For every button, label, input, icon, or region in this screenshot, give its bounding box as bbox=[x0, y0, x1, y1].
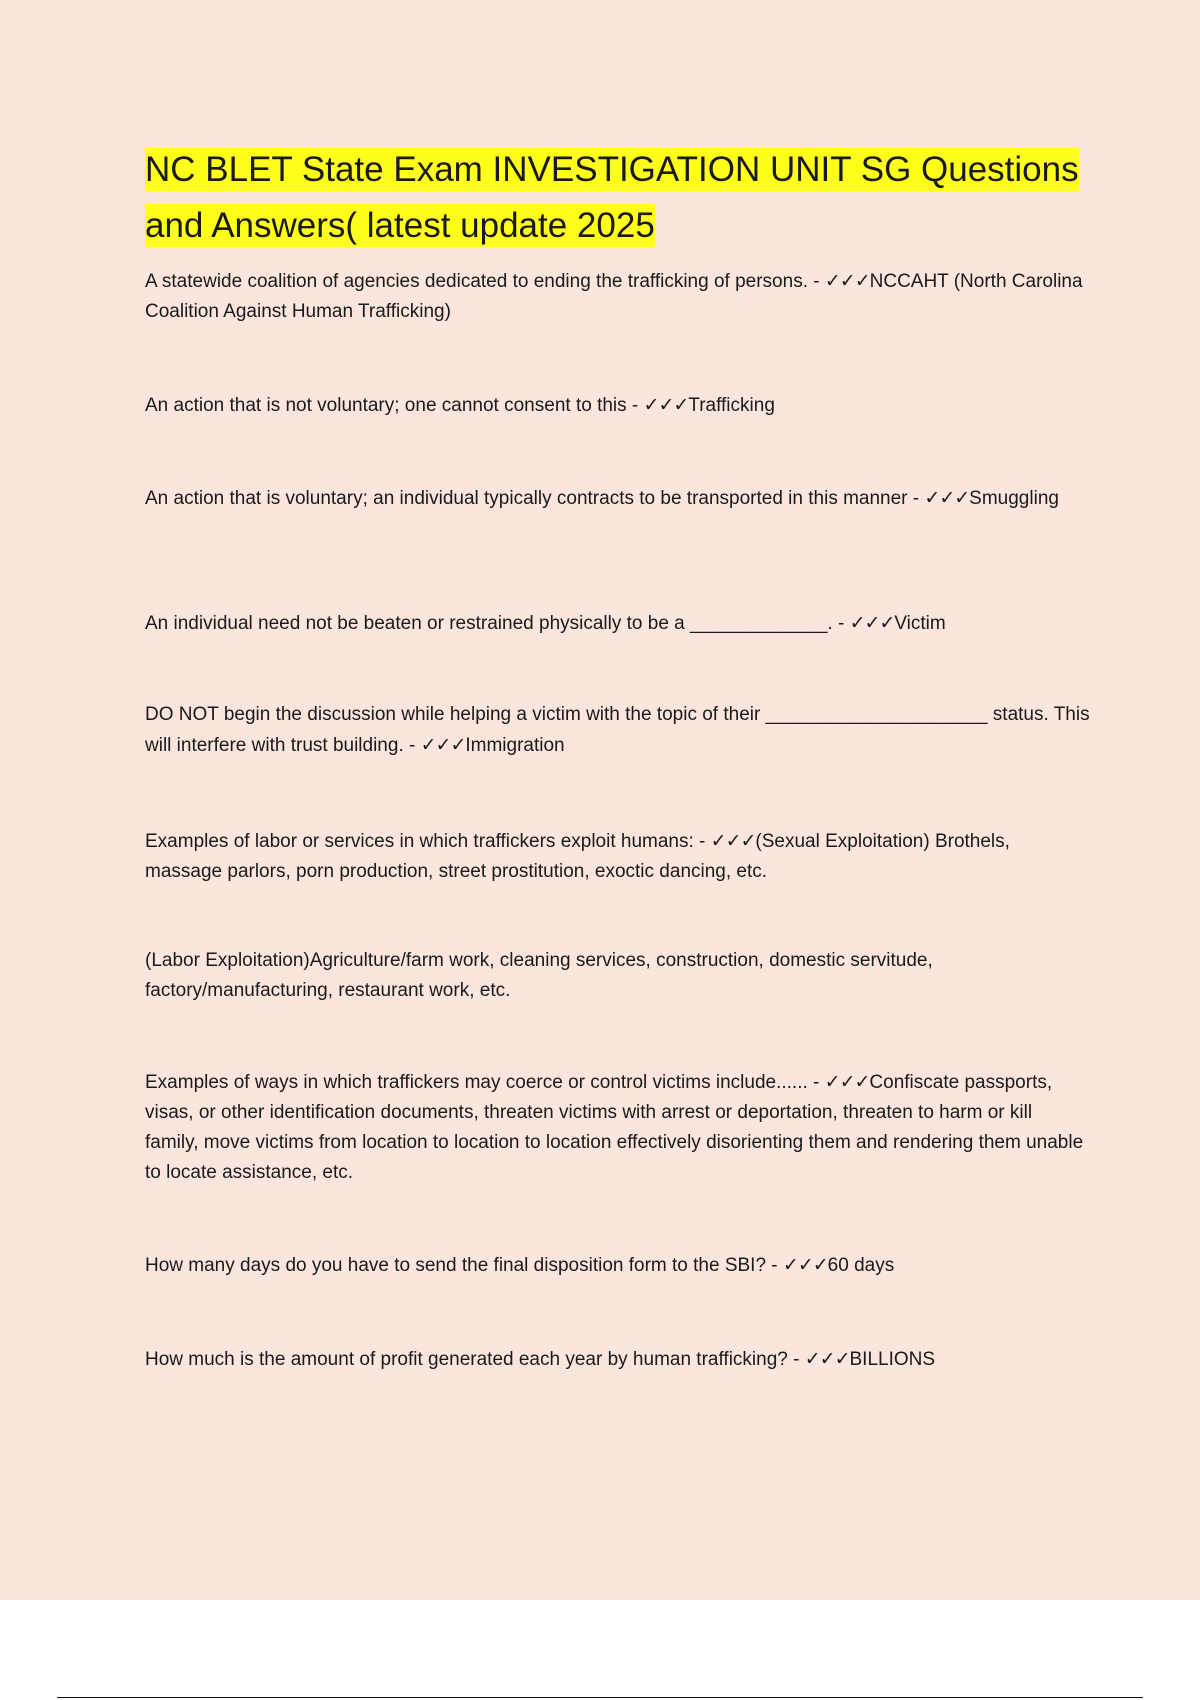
qa-item bbox=[145, 1067, 1090, 1188]
answer-text: BILLIONS bbox=[849, 1349, 936, 1370]
answer-text: NCCAHT (North Carolina Coalition Against Human Trafficking) bbox=[145, 271, 1083, 322]
question-text: Examples of ways in which traffickers may coerce or control victims include...... - bbox=[145, 1072, 825, 1093]
question-text: An action that is voluntary; an individual typically contracts to be transported in this manner - bbox=[145, 488, 925, 509]
question-text: An individual need not be beaten or restrained physically to be a _____________. - bbox=[145, 613, 850, 634]
question-text: How much is the amount of profit generated each year by human trafficking? - bbox=[145, 1349, 805, 1370]
checkmark-icon: ✓✓✓ bbox=[849, 612, 895, 634]
qa-item bbox=[145, 266, 1090, 327]
checkmark-icon: ✓✓✓ bbox=[643, 394, 689, 416]
question-text: Examples of labor or services in which traffickers exploit humans: - bbox=[145, 831, 711, 852]
checkmark-icon: ✓✓✓ bbox=[824, 270, 870, 292]
question-text: A statewide coalition of agencies dedicated to ending the trafficking of persons. - bbox=[145, 271, 825, 292]
answer-text: Immigration bbox=[465, 735, 565, 756]
qa-item bbox=[145, 390, 1090, 421]
question-text: How many days do you have to send the final disposition form to the SBI? - bbox=[145, 1255, 783, 1276]
checkmark-icon: ✓✓✓ bbox=[804, 1348, 850, 1370]
checkmark-icon: ✓✓✓ bbox=[782, 1254, 828, 1276]
checkmark-icon: ✓✓✓ bbox=[824, 1071, 870, 1093]
question-text: DO NOT begin the discussion while helping a victim with the topic of their _____________________ status. This will interfere with trust building. - bbox=[145, 704, 1090, 756]
qa-item bbox=[145, 826, 1090, 887]
answer-text: Confiscate passports, visas, or other identification documents, threaten victims with arrest or deportation, threaten to harm or kill family, move victims from location to location to location effectively disorienting them and rendering them unable to locate assistance, etc. bbox=[145, 1072, 1084, 1183]
answer-text: Trafficking bbox=[688, 395, 775, 416]
answer-text: (Labor Exploitation)Agriculture/farm work, cleaning services, construction, domestic servitude, factory/manufacturing, restaurant work, etc. bbox=[145, 950, 933, 1001]
qa-item bbox=[145, 946, 1090, 1006]
qa-item bbox=[145, 1250, 1090, 1281]
question-text: An action that is not voluntary; one cannot consent to this - bbox=[145, 395, 644, 416]
qa-item bbox=[145, 608, 1090, 639]
checkmark-icon: ✓✓✓ bbox=[420, 734, 466, 756]
qa-item bbox=[145, 1344, 1090, 1375]
checkmark-icon: ✓✓✓ bbox=[924, 487, 970, 509]
answer-text: Victim bbox=[894, 613, 946, 634]
answer-text: 60 days bbox=[827, 1255, 895, 1276]
answer-text: (Sexual Exploitation) Brothels, massage parlors, porn production, street prostitution, exoctic dancing, etc. bbox=[145, 831, 1010, 882]
page-title bbox=[145, 142, 1085, 254]
footer-divider bbox=[57, 1697, 1143, 1698]
qa-item bbox=[145, 700, 1090, 761]
checkmark-icon: ✓✓✓ bbox=[710, 830, 756, 852]
answer-text: Smuggling bbox=[969, 488, 1059, 509]
title-highlight: NC BLET State Exam INVESTIGATION UNIT SG Questions and Answers( latest update 2025 bbox=[145, 150, 1079, 245]
qa-item bbox=[145, 483, 1090, 514]
